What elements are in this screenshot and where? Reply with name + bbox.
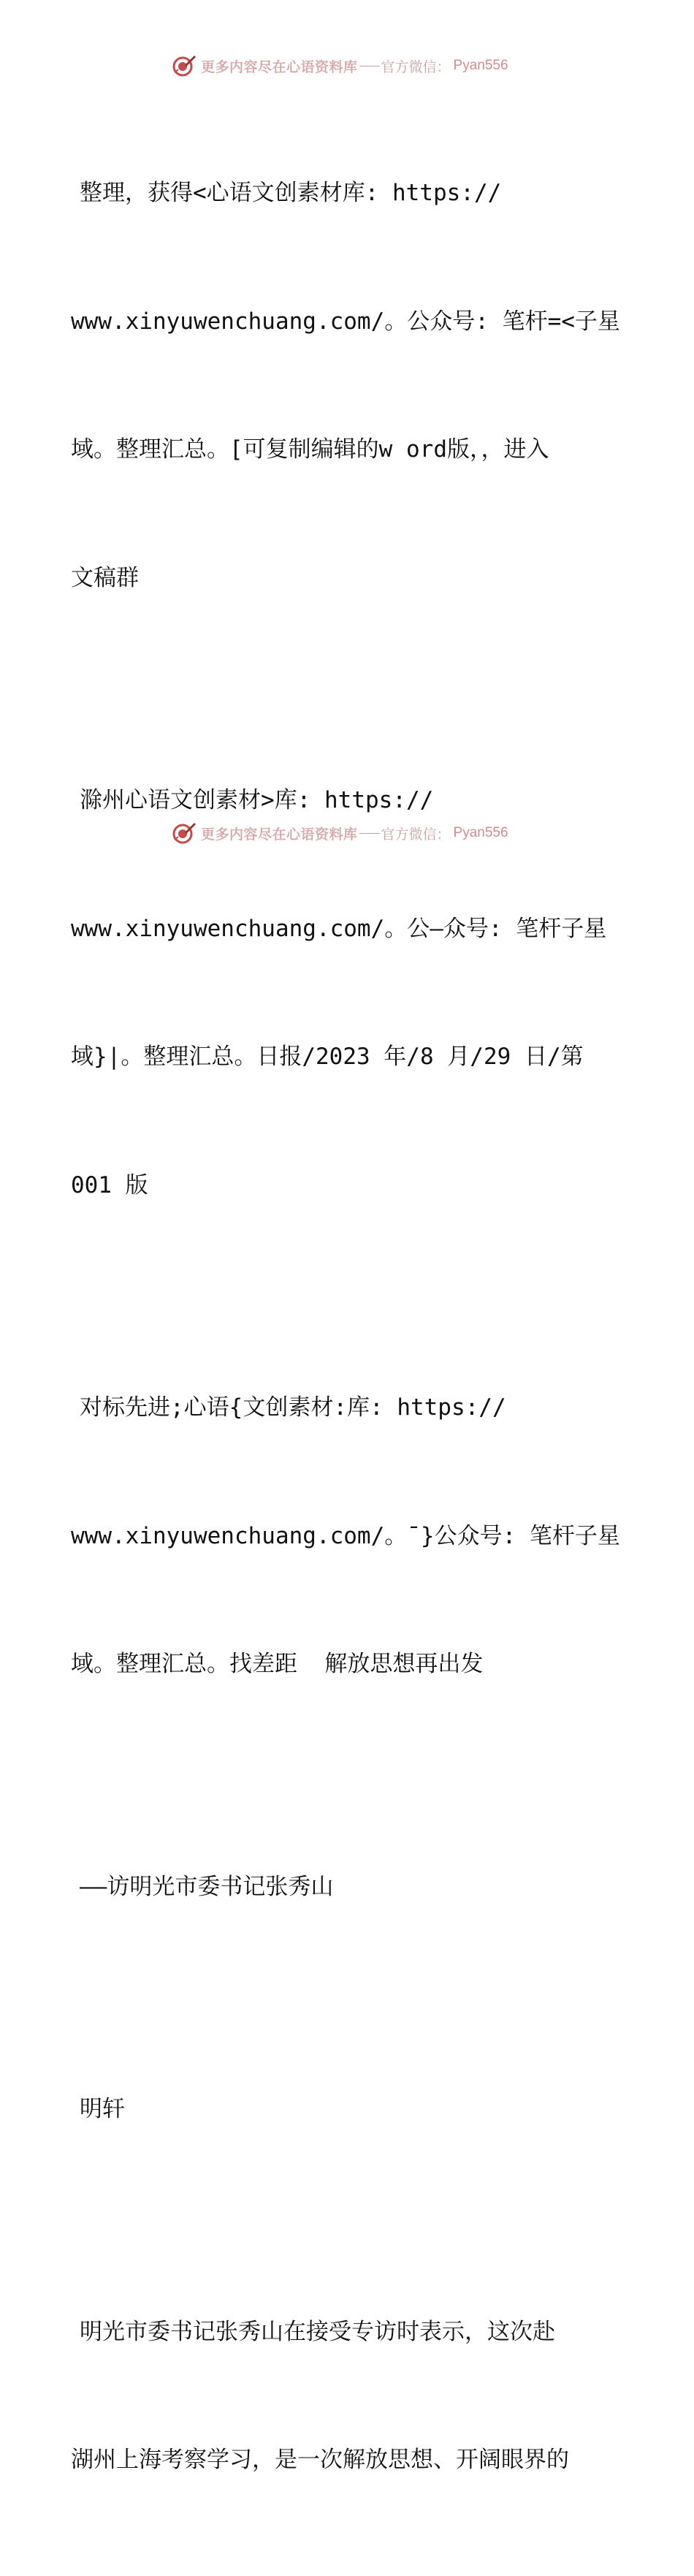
paragraph-1: [71, 86, 626, 685]
text-line: 域。整理汇总。[可复制编辑的w ord版，，进入: [71, 436, 549, 463]
article-body: [71, 86, 626, 2576]
article-subtitle: [71, 1780, 626, 1994]
text-line: www.xinyuwenchuang.com/。¯}公众号: 笔杆子星: [71, 1522, 620, 1549]
header-banner: [172, 51, 508, 80]
text-line: 滁州心语文创素材>库: https://: [80, 787, 434, 813]
pen-logo-icon: [172, 53, 197, 78]
banner-text: 更多内容尽在心语资料库: [201, 58, 358, 75]
text-line: ——访明光市委书记张秀山: [80, 1873, 334, 1900]
text-line: 湖州上海考察学习，是一次解放思想、开阔眼界的: [71, 2447, 569, 2473]
banner-text: 更多内容尽在心语资料库: [201, 826, 358, 843]
text-line: www.xinyuwenchuang.com/。公众号: 笔杆=<子星: [71, 308, 620, 335]
text-line: 文稿群: [71, 564, 139, 591]
pen-logo-icon: [172, 821, 197, 846]
text-line: 域。整理汇总。找差距 解放思想再出发: [71, 1651, 484, 1677]
banner-dash: [359, 66, 380, 67]
footer-banner: [172, 818, 508, 848]
wechat-label: 官方微信：: [381, 826, 451, 843]
paragraph-3: [71, 1301, 626, 1771]
text-line: 对标先进;心语{文创素材:库: https://: [80, 1394, 506, 1421]
wechat-label: 官方微信：: [381, 58, 451, 75]
wechat-id: Pyan556: [453, 825, 508, 840]
paragraph-2: [71, 694, 626, 1292]
text-line: 明轩: [80, 2096, 125, 2122]
article-author: [71, 2002, 626, 2216]
banner-dash: [359, 833, 380, 834]
wechat-id: Pyan556: [453, 58, 508, 73]
text-line: 整理，获得<心语文创素材库: https://: [80, 180, 502, 206]
paragraph-6: [71, 2225, 626, 2567]
text-line: 域}|。整理汇总。日报/2023 年/8 月/29 日/第: [71, 1044, 584, 1070]
text-line: 明光市委书记张秀山在接受专访时表示，这次赴: [80, 2318, 555, 2345]
text-line: www.xinyuwenchuang.com/。公—众号: 笔杆子星: [71, 915, 607, 942]
text-line: 001 版: [71, 1171, 148, 1198]
